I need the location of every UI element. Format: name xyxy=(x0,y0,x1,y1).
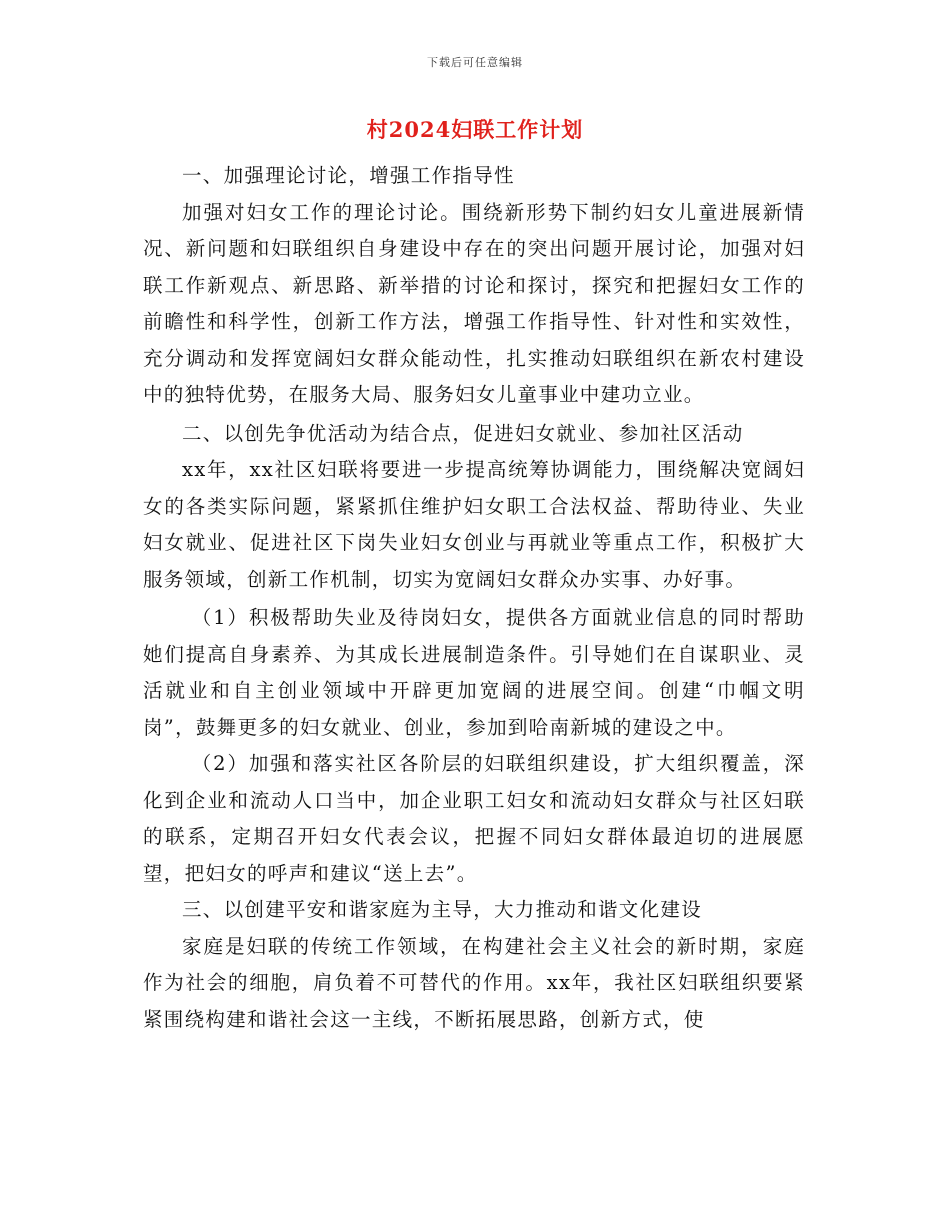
document-body xyxy=(143,158,805,1038)
document-title: 村2024妇联工作计划 xyxy=(366,117,584,142)
section-heading-3: 三、以创建平安和谐家庭为主导，大力推动和谐文化建设 xyxy=(182,898,703,921)
paragraph-2: xx年，xx社区妇联将要进一步提高统筹协调能力，围绕解决宽阔妇女的各类实际问题，紧紧抓住维护妇女职工合法权益、帮助待业、失业妇女就业、促进社区下岗失业妇女创业与再就业等重点工作，积极扩大服务领域，创新工作机制，切实为宽阔妇女群众办实事、办好事。 xyxy=(143,458,805,591)
section-heading-1: 一、加强理论讨论，增强工作指导性 xyxy=(182,164,515,187)
header-note: 下载后可任意编辑 xyxy=(427,56,523,69)
paragraph-1: 加强对妇女工作的理论讨论。围绕新形势下制约妇女儿童进展新情况、新问题和妇联组织自身建设中存在的突出问题开展讨论，加强对妇联工作新观点、新思路、新举措的讨论和探讨，探究和把握妇女工作的前瞻性和科学性，创新工作方法，增强工作指导性、针对性和实效性，充分调动和发挥宽阔妇女群众能动性，扎实推动妇联组织在新农村建设中的独特优势，在服务大局、服务妇女儿童事业中建功立业。 xyxy=(143,200,805,406)
list-item-1: （1）积极帮助失业及待岗妇女，提供各方面就业信息的同时帮助她们提高自身素养、为其成长进展制造条件。引导她们在自谋职业、灵活就业和自主创业领域中开辟更加宽阔的进展空间。创建“巾帼文明岗”，鼓舞更多的妇女就业、创业，参加到哈南新城的建设之中。 xyxy=(143,606,805,739)
list-item-2: （2）加强和落实社区各阶层的妇联组织建设，扩大组织覆盖，深化到企业和流动人口当中，加企业职工妇女和流动妇女群众与社区妇联的联系，定期召开妇女代表会议，把握不同妇女群体最迫切的进展愿望，把妇女的呼声和建议“送上去”。 xyxy=(143,752,805,885)
paragraph-3: 家庭是妇联的传统工作领域，在构建社会主义社会的新时期，家庭作为社会的细胞，肩负着不可替代的作用。xx年，我社区妇联组织要紧紧围绕构建和谐社会这一主线，不断拓展思路，创新方式，使 xyxy=(143,934,805,1031)
section-heading-2: 二、以创先争优活动为结合点，促进妇女就业、参加社区活动 xyxy=(182,421,744,445)
